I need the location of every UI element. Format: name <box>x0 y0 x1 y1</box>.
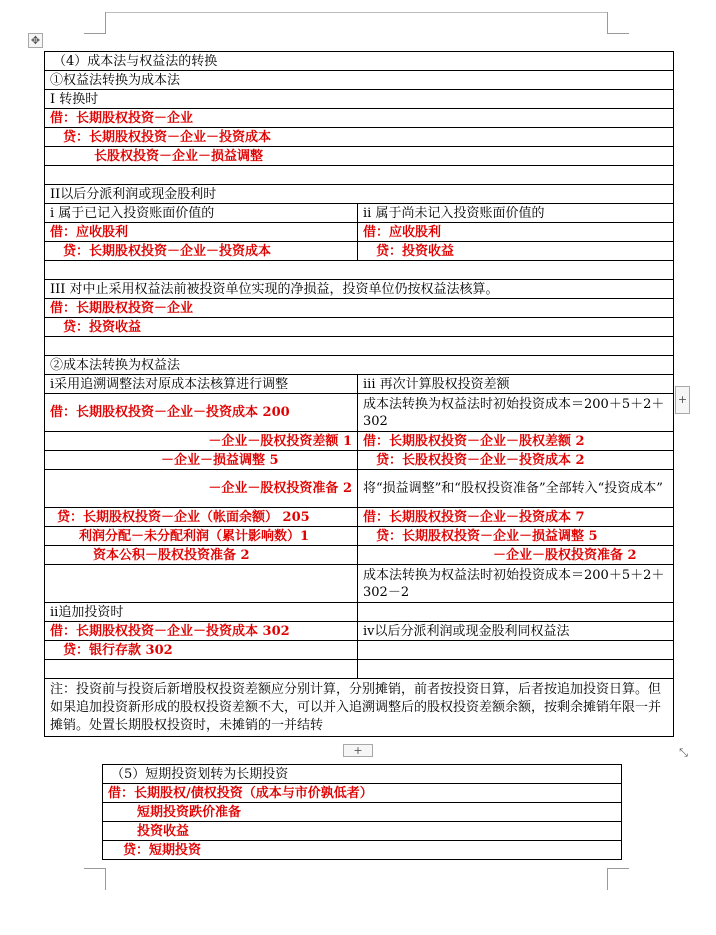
crop-mark-bottom-left <box>84 868 106 890</box>
page-top-edge <box>106 12 607 13</box>
crop-mark-top-left <box>84 12 106 34</box>
journal-line[interactable]: 利润分配－未分配利润（累计影响数）1 <box>45 527 358 546</box>
journal-line[interactable]: 借：长期股权投资－企业－投资成本 302 <box>45 622 358 641</box>
empty-cell[interactable] <box>45 337 674 356</box>
empty-cell[interactable] <box>45 565 358 603</box>
journal-line[interactable]: 贷：长期股权投资－企业－投资成本 <box>45 128 674 147</box>
journal-line[interactable]: 贷：长期股权投资－企业－投资成本 <box>45 242 358 261</box>
empty-cell[interactable] <box>45 660 358 679</box>
formula-cell[interactable]: 成本法转换为权益法时初始投资成本＝200＋5＋2＋302 <box>358 394 674 432</box>
journal-line[interactable]: 借：长期股权投资－企业 <box>45 109 674 128</box>
add-row-button[interactable]: + <box>343 744 373 757</box>
section-title[interactable]: （5）短期投资划转为长期投资 <box>103 765 622 784</box>
conversion-table <box>44 51 674 737</box>
section-title[interactable]: （4）成本法与权益法的转换 <box>45 52 674 71</box>
journal-line[interactable]: 借：长期股权投资－企业－投资成本 200 <box>45 394 358 432</box>
step-title[interactable]: III 对中止采用权益法前被投资单位实现的净损益，投资单位仍按权益法核算。 <box>45 280 674 299</box>
journal-line[interactable]: －企业－股权投资准备 2 <box>45 470 358 508</box>
journal-line[interactable]: 资本公积－股权投资准备 2 <box>45 546 358 565</box>
note-cell[interactable]: 将“损益调整”和“股权投资准备”全部转入“投资成本” <box>358 470 674 508</box>
journal-line[interactable]: 投资收益 <box>103 822 622 841</box>
empty-cell[interactable] <box>45 261 674 280</box>
empty-cell[interactable] <box>358 603 674 622</box>
short-term-to-long-term-table <box>102 764 622 860</box>
empty-cell[interactable] <box>45 166 674 185</box>
crop-mark-top-right <box>607 12 629 34</box>
journal-line[interactable]: 贷：长期股权投资－企业－损益调整 5 <box>358 527 674 546</box>
journal-line[interactable]: －企业－股权投资准备 2 <box>358 546 674 565</box>
column-header[interactable]: i 属于已记入投资账面价值的 <box>45 204 358 223</box>
note-text[interactable]: 注：投资前与投资后新增股权投资差额应分别计算，分别摊销，前者按投资日算，后者按追加投资日算。但如果追加投资新形成的股权投资差额不大，可以并入追溯调整后的股权投资差额余额，按剩余摊销年限一并摊销。处置长期股权投资时，未摊销的一并结转 <box>45 679 674 737</box>
journal-line[interactable]: 长股权投资－企业－损益调整 <box>45 147 674 166</box>
journal-line[interactable]: 借：长期股权投资－企业 <box>45 299 674 318</box>
journal-line[interactable]: 贷：长股权投资－企业－投资成本 2 <box>358 451 674 470</box>
step-title[interactable]: I 转换时 <box>45 90 674 109</box>
step-title[interactable]: II以后分派利润或现金股利时 <box>45 185 674 204</box>
empty-cell[interactable] <box>358 660 674 679</box>
journal-line[interactable]: －企业－股权投资差额 1 <box>45 432 358 451</box>
table-move-handle-icon[interactable]: ✥ <box>28 33 43 48</box>
empty-cell[interactable] <box>358 641 674 660</box>
add-column-button[interactable]: + <box>675 386 690 414</box>
formula-cell[interactable]: 成本法转换为权益法时初始投资成本＝200＋5＋2＋302－2 <box>358 565 674 603</box>
journal-line[interactable]: 借：长期股权投资－企业－投资成本 7 <box>358 508 674 527</box>
journal-line[interactable]: 借：长期股权/债权投资（成本与市价孰低者） <box>103 784 622 803</box>
journal-line[interactable]: 贷：短期投资 <box>103 841 622 860</box>
journal-line[interactable]: －企业－损益调整 5 <box>45 451 358 470</box>
subsection-title[interactable]: ②成本法转换为权益法 <box>45 356 674 375</box>
subsection-title[interactable]: ①权益法转换为成本法 <box>45 71 674 90</box>
journal-line[interactable]: 短期投资跌价准备 <box>103 803 622 822</box>
step-title[interactable]: iv以后分派利润或现金股利同权益法 <box>358 622 674 641</box>
column-header[interactable]: ii 属于尚未记入投资账面价值的 <box>358 204 674 223</box>
column-header[interactable]: iii 再次计算股权投资差额 <box>358 375 674 394</box>
table-resize-handle-icon[interactable]: ⤡ <box>679 746 688 759</box>
journal-line[interactable]: 借：长期股权投资－企业－股权差额 2 <box>358 432 674 451</box>
journal-line[interactable]: 贷：长期股权投资－企业（帐面余额） 205 <box>45 508 358 527</box>
journal-line[interactable]: 借：应收股利 <box>358 223 674 242</box>
journal-line[interactable]: 借：应收股利 <box>45 223 358 242</box>
journal-line[interactable]: 贷：投资收益 <box>45 318 674 337</box>
step-title[interactable]: ii追加投资时 <box>45 603 358 622</box>
journal-line[interactable]: 贷：投资收益 <box>358 242 674 261</box>
journal-line[interactable]: 贷：银行存款 302 <box>45 641 358 660</box>
column-header[interactable]: i采用追溯调整法对原成本法核算进行调整 <box>45 375 358 394</box>
crop-mark-bottom-right <box>607 868 629 890</box>
